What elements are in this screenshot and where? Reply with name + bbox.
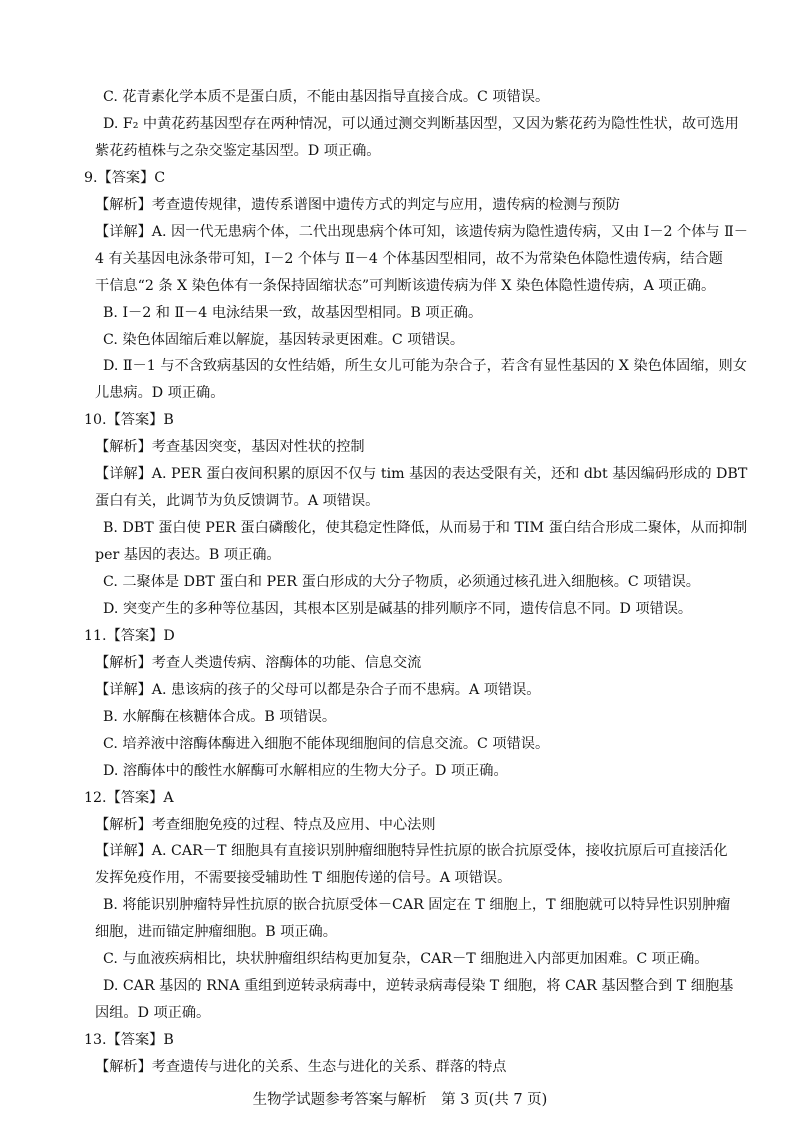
question-answer: 10.【答案】B bbox=[84, 412, 174, 428]
question-answer: 11.【答案】D bbox=[84, 628, 175, 644]
analysis-line: 【解析】考查人类遗传病、溶酶体的功能、信息交流 bbox=[95, 655, 422, 671]
detail-line: 【详解】A. CAR－T 细胞具有直接识别肿瘤细胞特异性抗原的嵌合抗原受体，接收抗原后可直接活化 bbox=[95, 843, 728, 859]
text-line: 蛋白有关，此调节为负反馈调节。A 项错误。 bbox=[95, 493, 380, 509]
text-line: D. CAR 基因的 RNA 重组到逆转录病毒中，逆转录病毒侵染 T 细胞，将 CAR 基因整合到 T 细胞基 bbox=[103, 978, 734, 994]
analysis-line: 【解析】考查遗传与进化的关系、生态与进化的关系、群落的特点 bbox=[95, 1059, 507, 1075]
text-line: D. 溶酶体中的酸性水解酶可水解相应的生物大分子。D 项正确。 bbox=[103, 763, 508, 779]
page-footer: 生物学试题参考答案与解析 第 3 页(共 7 页) bbox=[252, 1092, 548, 1108]
text-line: D. Ⅱ－1 与不含致病基因的女性结婚，所生女儿可能为杂合子，若含有显性基因的 X 染色体固缩，则女 bbox=[103, 358, 747, 374]
detail-line: 【详解】A. PER 蛋白夜间积累的原因不仅与 tim 基因的表达受限有关，还和 dbt 基因编码形成的 DBT bbox=[95, 466, 748, 482]
text-line: 发挥免疫作用，不需要接受辅助性 T 细胞传递的信号。A 项错误。 bbox=[95, 870, 512, 886]
detail-line: 【详解】A. 因一代无患病个体，二代出现患病个体可知，该遗传病为隐性遗传病，又由 Ⅰ－2 个体与 Ⅱ－ bbox=[95, 224, 748, 240]
text-line: D. F₂ 中黄花药基因型存在两种情况，可以通过测交判断基因型，又因为紫花药为隐性性状，故可选用 bbox=[103, 116, 739, 132]
text-line: C. 二聚体是 DBT 蛋白和 PER 蛋白形成的大分子物质，必须通过核孔进入细胞核。C 项错误。 bbox=[103, 574, 700, 590]
question-answer: 9.【答案】C bbox=[84, 170, 166, 186]
question-answer: 13.【答案】B bbox=[84, 1032, 174, 1048]
text-line: 因组。D 项正确。 bbox=[95, 1005, 211, 1021]
text-line: C. 与血液疾病相比，块状肿瘤组织结构更加复杂，CAR－T 细胞进入内部更加困难。C 项正确。 bbox=[103, 951, 709, 967]
analysis-line: 【解析】考查基因突变，基因对性状的控制 bbox=[95, 439, 365, 455]
text-line: 干信息“2 条 X 染色体有一条保持固缩状态”可判断该遗传病为伴 X 染色体隐性遗传病，A 项正确。 bbox=[95, 278, 716, 294]
text-line: per 基因的表达。B 项正确。 bbox=[95, 547, 281, 563]
analysis-line: 【解析】考查遗传规律，遗传系谱图中遗传方式的判定与应用，遗传病的检测与预防 bbox=[95, 197, 620, 213]
text-line: B. 将能识别肿瘤特异性抗原的嵌合抗原受体－CAR 固定在 T 细胞上，T 细胞就可以特异性识别肿瘤 bbox=[103, 897, 731, 913]
text-line: C. 花青素化学本质不是蛋白质，不能由基因指导直接合成。C 项错误。 bbox=[103, 89, 550, 105]
text-line: 细胞，进而锚定肿瘤细胞。B 项正确。 bbox=[95, 924, 337, 940]
text-line: 4 有关基因电泳条带可知，Ⅰ－2 个体与 Ⅱ－4 个体基因型相同，故不为常染色体隐性遗传病，结合题 bbox=[95, 251, 723, 267]
detail-line: 【详解】A. 患该病的孩子的父母可以都是杂合子而不患病。A 项错误。 bbox=[95, 682, 541, 698]
question-answer: 12.【答案】A bbox=[84, 790, 174, 806]
text-line: C. 染色体固缩后难以解旋，基因转录更困难。C 项错误。 bbox=[103, 332, 465, 348]
text-line: C. 培养液中溶酶体酶进入细胞不能体现细胞间的信息交流。C 项错误。 bbox=[103, 736, 550, 752]
text-line: B. Ⅰ－2 和 Ⅱ－4 电泳结果一致，故基因型相同。B 项正确。 bbox=[103, 305, 483, 321]
analysis-line: 【解析】考查细胞免疫的过程、特点及应用、中心法则 bbox=[95, 817, 436, 833]
text-line: 儿患病。D 项正确。 bbox=[95, 385, 225, 401]
text-line: B. DBT 蛋白使 PER 蛋白磷酸化，使其稳定性降低，从而易于和 TIM 蛋白结合形成二聚体，从而抑制 bbox=[103, 520, 748, 536]
text-line: B. 水解酶在核糖体合成。B 项错误。 bbox=[103, 709, 337, 725]
text-line: D. 突变产生的多种等位基因，其根本区别是碱基的排列顺序不同，遗传信息不同。D 项错误。 bbox=[103, 601, 693, 617]
text-line: 紫花药植株与之杂交鉴定基因型。D 项正确。 bbox=[95, 143, 381, 159]
